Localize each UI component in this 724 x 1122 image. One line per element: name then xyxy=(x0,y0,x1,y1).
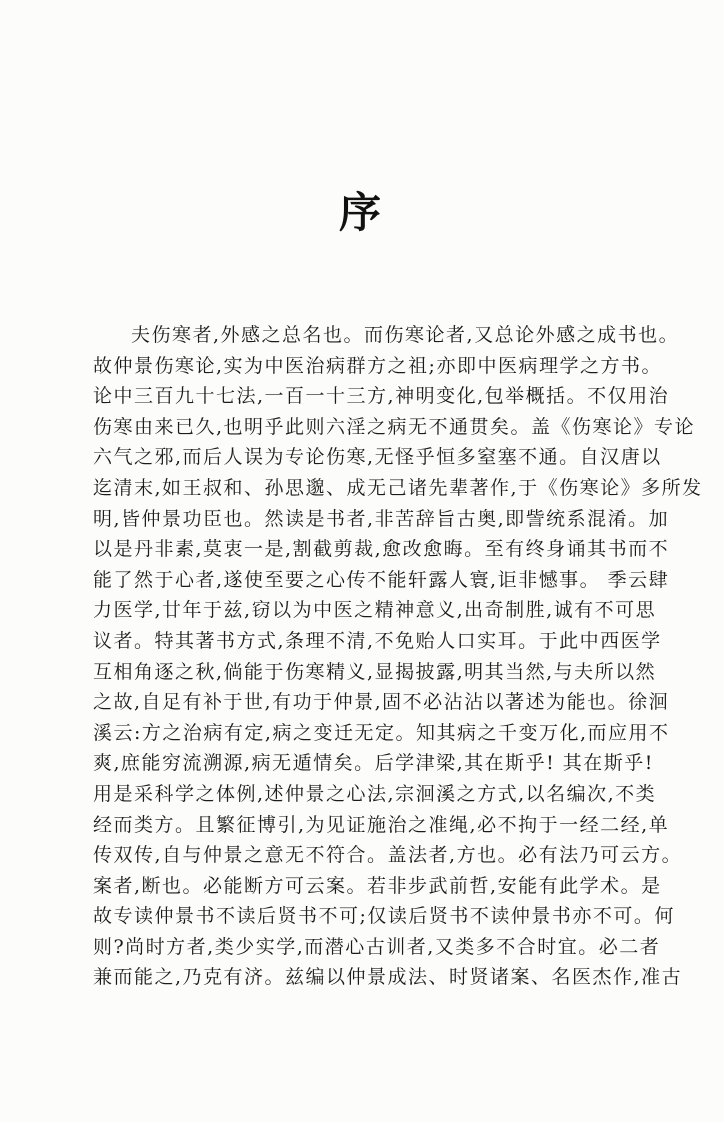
text-line: 则?尚时方者,类少实学,而潜心古训者,又类多不合时宜。必二者 xyxy=(93,935,661,958)
text-line: 互相角逐之秋,倘能于伤寒精义,显揭披露,明其当然,与夫所以然 xyxy=(93,660,657,683)
text-line: 迄清末,如王叔和、孙思邈、成无己诸先辈著作,于《伤寒论》多所发 xyxy=(93,476,703,499)
text-line: 之故,自足有补于世,有功于仲景,固不必沾沾以著述为能也。徐洄 xyxy=(93,691,670,714)
text-line: 论中三百九十七法,一百一十三方,神明变化,包举概括。不仅用治 xyxy=(93,385,670,408)
text-line: 故仲景伤寒论,实为中医治病群方之祖;亦即中医病理学之方书。 xyxy=(93,354,662,377)
text-line: 传双传,自与仲景之意无不符合。盖法者,方也。必有法乃可云方。 xyxy=(93,844,683,867)
text-line: 故专读仲景书不读后贤书不可;仅读后贤书不读仲景书亦不可。何 xyxy=(93,905,675,928)
text-line: 爽,庶能穷流溯源,病无遁情矣。后学津梁,其在斯乎! 其在斯乎! xyxy=(93,752,654,775)
text-line: 夫伤寒者,外感之总名也。而伤寒论者,又总论外感之成书也。 xyxy=(131,324,680,346)
page-title: 序 xyxy=(338,188,385,237)
preface-text-block xyxy=(93,320,703,993)
text-line: 力医学,廿年于兹,窃以为中医之精神意义,出奇制胜,诚有不可思 xyxy=(93,599,657,622)
text-line: 明,皆仲景功臣也。然读是书者,非苦辞旨古奥,即訾统系混淆。加 xyxy=(93,507,670,530)
text-line: 经而类方。且繁征博引,为见证施治之准绳,必不拘于一经二经,单 xyxy=(93,813,670,836)
text-line: 议者。特其著书方式,条理不清,不免贻人口实耳。于此中西医学 xyxy=(93,629,662,652)
text-line: 伤寒由来已久,也明乎此则六淫之病无不通贯矣。盖《伤寒论》专论 xyxy=(93,415,696,438)
text-line: 溪云:方之治病有定,病之变迁无定。知其病之千变万化,而应用不 xyxy=(93,721,670,744)
text-line: 案者,断也。必能断方可云案。若非步武前哲,安能有此学术。是 xyxy=(93,874,662,897)
text-line: 用是采科学之体例,述仲景之心法,宗洄溪之方式,以名编次,不类 xyxy=(93,782,657,805)
text-line: 六气之邪,而后人误为专论伤寒,无怪乎恒多窒塞不通。自汉唐以 xyxy=(93,446,662,469)
text-line: 以是丹非素,莫衷一是,割截剪裁,愈改愈晦。至有终身诵其书而不 xyxy=(93,538,670,561)
text-line: 能了然于心者,遂使至要之心传不能轩露人寰,讵非憾事。 季云肆 xyxy=(93,568,670,591)
text-line: 兼而能之,乃克有济。兹编以仲景成法、时贤诸案、名医杰作,准古 xyxy=(93,966,683,989)
